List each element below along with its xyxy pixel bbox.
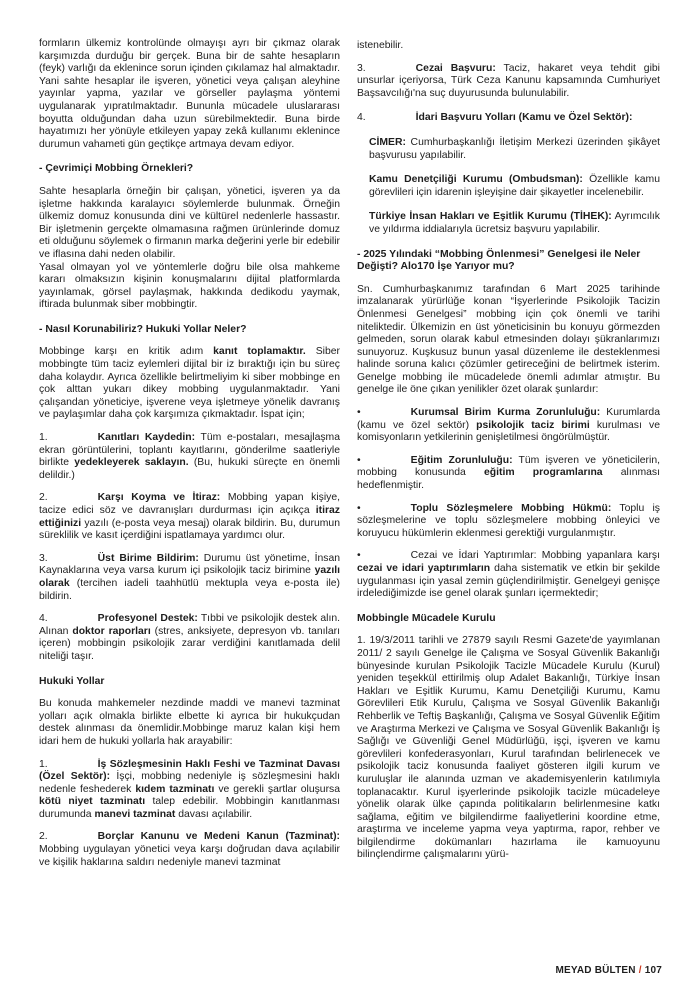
list-item: 4. İdari Başvuru Yolları (Kamu ve Özel Sektör): — [357, 112, 633, 124]
paragraph: Bu konuda mahkemeler nezdinde maddi ve manevi tazminat yolları açık olmakla birlikte elbette ki ayrıca bir hukukçudan destek alınması da önemlidir.Mobbinge maruz kalan kişi hem idari hem de hukuki yollarla hak arayabilir: — [39, 698, 340, 747]
bullet-item: • Eğitim Zorunluluğu: Tüm işveren ve yöneticilerin, mobbing konusunda eğitim programlarına alınması hedeflenmiştir. — [357, 454, 660, 492]
list-item: 4. Profesyonel Destek: Tıbbi ve psikolojik destek alın. Alınan doktor raporları (stres, anksiyete, depresyon vb. tanıları içeren) mobbingin psikolojik zarar verdiğini kanıtlamada delil niteliği taşır. — [39, 613, 340, 662]
bullet-item: • Cezai ve İdari Yaptırımlar: Mobbing yapanlara karşı cezai ve idari yaptırımların daha sistematik ve etkin bir şekilde uygulanması için yasal zemin güçlendirilmiştir. Genelgeyi genişçe irdelediğimizde ise genel olarak şunları içermektedir; — [357, 550, 660, 600]
list-item: 3. Cezai Başvuru: Taciz, hakaret veya tehdit gibi unsurlar içeriyorsa, Türk Ceza Kanunu kapsamında Cumhuriyet Başsavcılığı'na suç duyurusunda bulunulabilir. — [357, 62, 660, 99]
footer-separator: / — [638, 965, 642, 976]
section-heading: - 2025 Yılındaki “Mobbing Önlenmesi” Genelgesi ile Neler Değişti? Alo170 İşe Yarıyor mu? — [357, 248, 641, 273]
right-column — [357, 40, 660, 862]
paragraph: Sn. Cumhurbaşkanımız tarafından 6 Mart 2025 tarihinde imzalanarak yürürlüğe konan “İşyerlerinde Psikolojik Tacizin Önlenmesi Genelgesi” mobbing için çok önemli ve tarihi niteliktedir. Ülkemizin en üst yöneticisinin bu konuyu görmezden gelmeden, sorun olarak kabul etmesinden dolayı şükranlarımızı sunuyoruz. Kuşkusuz bunun yasal düzenleme ile desteklenmesi halinde soruna kalıcı çözümler getireceğini de belirtmek isterim. Genelge mobbing ile mücadelede önemli adımlar atmıştır. Bu genelge ile öne çıkan yenilikler özet olarak şunlardır: — [357, 283, 660, 396]
sub-item: CİMER: Cumhurbaşkanlığı İletişim Merkezi üzerinden şikâyet başvurusu yapılabilir. — [369, 136, 660, 161]
list-item: 1. Kanıtları Kaydedin: Tüm e-postaları, mesajlaşma ekran görüntülerini, toplantı kayıtlarını, gönderilme saatleriyle birlikte yedekleyerek saklayın. (Bu, hukuki süreçte en önemli delildir.) — [39, 432, 340, 481]
list-item: 2. Borçlar Kanunu ve Medeni Kanun (Tazminat): Mobbing uygulayan yönetici veya karşı doğrudan dava açılabilir ve kişilik haklarına saldırı nedeniyle manevi tazminat — [39, 831, 340, 868]
bullet-item: • Kurumsal Birim Kurma Zorunluluğu: Kurumlarda (kamu ve özel sektör) psikolojik taciz birimi kurulması ve komisyonların yetkilerinin genişletilmesi öngörülmüştür. — [357, 407, 660, 444]
paragraph: istenebilir. — [357, 40, 404, 51]
paragraph: formların ülkemiz kontrolünde olmayışı ayrı bir çıkmaz olarak karşımızda durduğu bir gerçek. Buna bir de sahte hesapların (feyk) varlığı da eklenince sorun içinden çıkılamaz hal almaktadır. Yani sahte hesaplar ile işveren, yönetici veya çalışan aleyhine yayınlar yapma, yazılar ve görseller paylaşma yöntemi uygulanarak yıpratılmaktadır. Bununla mücadele uluslararası boyutta olduğundan daha uzun sürebilmektedir. Buna birde hayatımızı her yönüyle etkileyen yapay zekâ kullanımı eklenince durumun vahameti gün geçtikçe artmaya devam ediyor. — [39, 38, 340, 150]
section-heading: Hukuki Yollar — [39, 675, 105, 687]
list-item: 3. Üst Birime Bildirim: Durumu üst yönetime, İnsan Kaynaklarına veya varsa kurum içi psikolojik taciz birimine yazılı olarak (tercihen iadeli taahhütlü mektupla veya e-posta ile) bildirin. — [39, 552, 340, 602]
sub-item: Kamu Denetçiliği Kurumu (Ombudsman): Özellikle kamu görevlileri için idarenin işleyişine dair şikayetler incelenebilir. — [369, 174, 660, 198]
list-item: 2. Karşı Koyma ve İtiraz: Mobbing yapan kişiye, tacize edici söz ve davranışları durdurması için açıkça itiraz ettiğinizi yazılı (e-posta veya mesaj) olarak bildirin. Bu, durumun süreklilik ve kasıt içerdiğini ispatlamaya yardımcı olur. — [39, 492, 340, 542]
section-heading: - Çevrimiçi Mobbing Örnekleri? — [39, 163, 194, 175]
page-number: 107 — [644, 965, 662, 976]
section-heading: - Nasıl Korunabiliriz? Hukuki Yollar Neler? — [39, 323, 247, 335]
section-heading: Mobbingle Mücadele Kurulu — [357, 612, 496, 624]
bullet-item: • Toplu Sözleşmelere Mobbing Hükmü: Toplu iş sözleşmelerine ve toplu sözleşmelere mobbing önleyici ve koruyucu hükümlerin eklenmesi gerektiği vurgulanmıştır. — [357, 502, 660, 539]
left-column — [39, 38, 340, 869]
paragraph: Sahte hesaplarla örneğin bir çalışan, yönetici, işveren ya da işletme hakkında karalayıcı söylemlerde bulunmak. Örneğin ülkemiz domuz konusunda dini ve kültürel nedenlerle hassastır. Bir işletmenin gerçekte olmamasına rağmen ürünlerinde domuz eti olduğunu söylemek o firmanın marka değerini yerle bir edebilir ve iflasına dahi neden olabilir. — [39, 185, 340, 260]
paragraph: Yasal olmayan yol ve yöntemlerle doğru bile olsa mahkeme kararı olmaksızın kişinin konuşmalarını dijital platformlarda yayınlamak, görsel paylaşmak, hakkında dedikodu yaymak, iftirada bulunmak siber mobbingtir. — [39, 261, 340, 311]
sub-item: Türkiye İnsan Hakları ve Eşitlik Kurumu (TİHEK): Ayrımcılık ve yıldırma iddialarıyla ücretsiz başvuru yapılabilir. — [369, 211, 660, 235]
footer-brand: MEYAD BÜLTEN — [555, 965, 636, 976]
list-item: 1. İş Sözleşmesinin Haklı Feshi ve Tazminat Davası (Özel Sektör): İşçi, mobbing nedeniyle iş sözleşmesini haklı nedenle feshederek kıdem tazminatı ve gerekli şartlar oluşursa kötü niyet tazminatı talep edebilir. Mobbingin kanıtlanması durumunda manevi tazminat davası açılabilir. — [39, 758, 341, 820]
page-footer — [556, 965, 662, 976]
paragraph: Mobbinge karşı en kritik adım kanıt toplamaktır. Siber mobbingte tüm taciz eylemleri dijital bir iz bıraktığı için bu süreç daha kolaydır. Ayrıca özellikle belirtmeliyim ki siber mobbinge en çok alttan yukarı dikey mobbing uygulanmaktadır. Yani çalışandan yöneticiye, işverene veya işletmeye yönelik davranış ve paylaşımlar daha çok karşımıza çıkmaktadır. İspat için; — [39, 346, 340, 421]
paragraph: 1. 19/3/2011 tarihli ve 27879 sayılı Resmi Gazete'de yayımlanan 2011/ 2 sayılı Genelge ile Çalışma ve Sosyal Güvenlik Bakanlığı bünyesinde kurulan Psikolojik Tacizle Mücadele Kurulu (Kurul) yeniden teşekkül ettirilmiş olup Adalet Bakanlığı, Türkiye İnsan Hakları ve Eşitlik Kurumu, Kamu Denetçiliği Kurumu, Kamu Görevlileri Etik Kurulu, Çalışma ve Sosyal Güvenlik Bakanlığı Rehberlik ve Teftiş Başkanlığı, Çalışma ve Sosyal Güvenlik Eğitim ve Araştırma Merkezi ve Çalışma ve Sosyal Güvenlik Bakanlığı İş Sağlığı ve Güvenliği Genel Müdürlüğü, işçi, işveren ve kamu görevlileri konfederasyonları, Kurul tarafından belirlenecek ve psikolojik taciz konusunda faaliyet gösteren ilgili kurum ve kuruluşlar ile alanında uzman ve akademisyenlerin katılımıyla toplanacaktır. Kurul işyerlerinde psikolojik tacizle mücadeleye yönelik olarak ülke çapında politikaların belirlenmesine katkı sağlama, eğitim ve bilgilendirme faaliyetlerini koordine etme, araştırma ve inceleme yapma veya yaptırma, rapor, rehber ve bilgilendirme dokümanları hazırlama ile kamuoyunu bilinçlendirme çalışmalarını yürü- — [357, 635, 660, 861]
